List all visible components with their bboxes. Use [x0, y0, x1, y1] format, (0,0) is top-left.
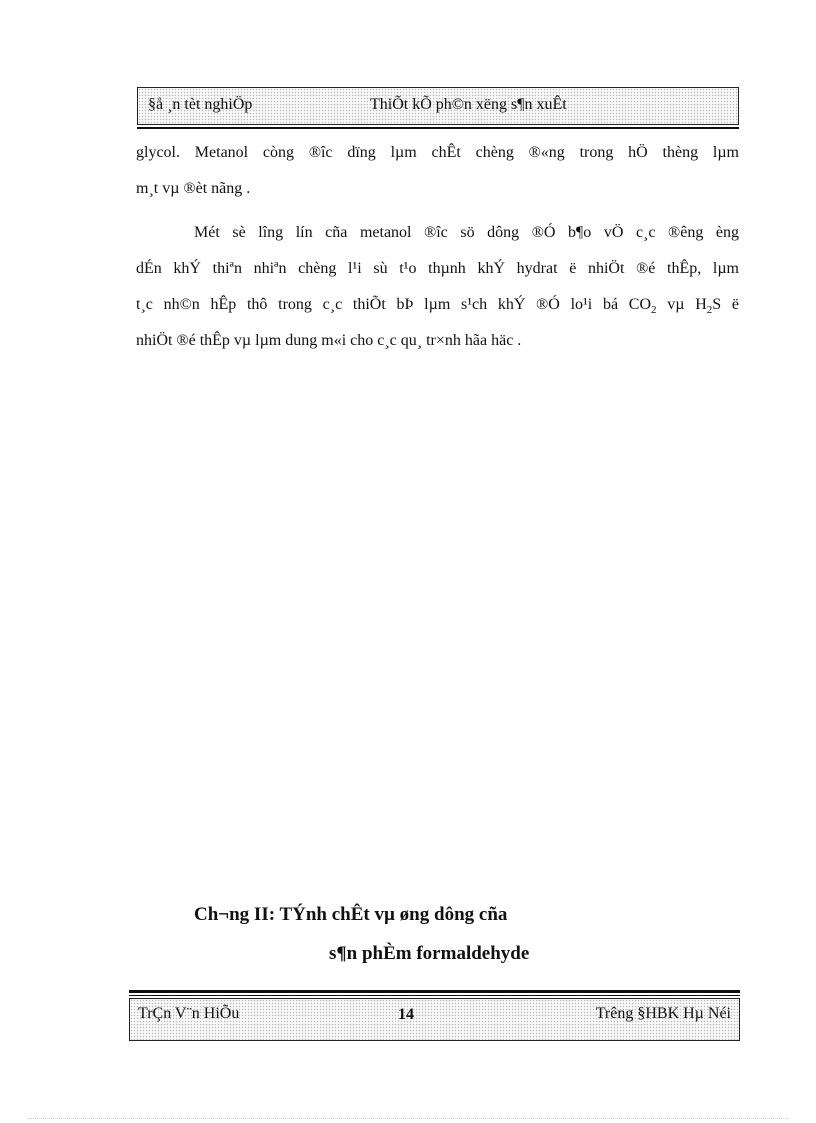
paragraph-2-line-4: nhiÖt ®é thÊp vµ lµm dung m«i cho c¸c qu¸ tr×nh hãa häc .: [136, 332, 522, 349]
page-number: 14: [398, 1006, 414, 1023]
chapter-heading-line-2: s¶n phÈm formaldehyde: [329, 943, 530, 964]
footer-rule-thin: [129, 995, 740, 996]
footer-university: Trêng §HBK Hµ Néi: [595, 1005, 731, 1022]
page-footer: [129, 998, 740, 1041]
footer-rule-thick: [129, 990, 740, 993]
paragraph-2: [136, 215, 739, 359]
bottom-divider: [28, 1118, 788, 1119]
footer-author: TrÇn V¨n HiÕu: [138, 1005, 240, 1022]
paragraph-2-line-3: [136, 287, 739, 323]
line-3-end: S ë: [712, 296, 740, 313]
h2s-subscript: 2: [706, 304, 713, 317]
co2-subscript: 2: [651, 304, 657, 317]
chapter-heading-line-1: Ch¬ng II: TÝnh chÊt vµ øng dông cña: [194, 904, 508, 925]
line-3-text: t¸c nh©n hÊp thô trong c¸c thiÕt bÞ lµm s¹ch khÝ ®Ó lo¹i bá CO: [136, 296, 652, 313]
header-thesis-title: ThiÕt kÕ ph©n xëng s¶n xuÊt: [370, 96, 567, 113]
paragraph-1: [136, 135, 739, 207]
header-thesis-label: §å ¸n tèt nghiÖp: [148, 96, 253, 113]
line-3-mid: vµ H: [656, 296, 707, 313]
page-header: [137, 87, 739, 125]
paragraph-2-line-1: Mét sè lîng lín cña metanol ®îc sö dông ®Ó b¶o vÖ c¸c ®êng èng: [194, 224, 739, 241]
paragraph-1-line-2: m¸t vµ ®èt nãng .: [136, 180, 251, 197]
paragraph-2-line-2: dÉn khÝ thiªn nhiªn chèng l¹i sù t¹o thµnh khÝ hydrat ë nhiÖt ®é thÊp, lµm: [136, 260, 739, 277]
paragraph-1-line-1: glycol. Metanol còng ®îc dïng lµm chÊt chèng ®«ng trong hÖ thèng lµm: [136, 144, 739, 161]
